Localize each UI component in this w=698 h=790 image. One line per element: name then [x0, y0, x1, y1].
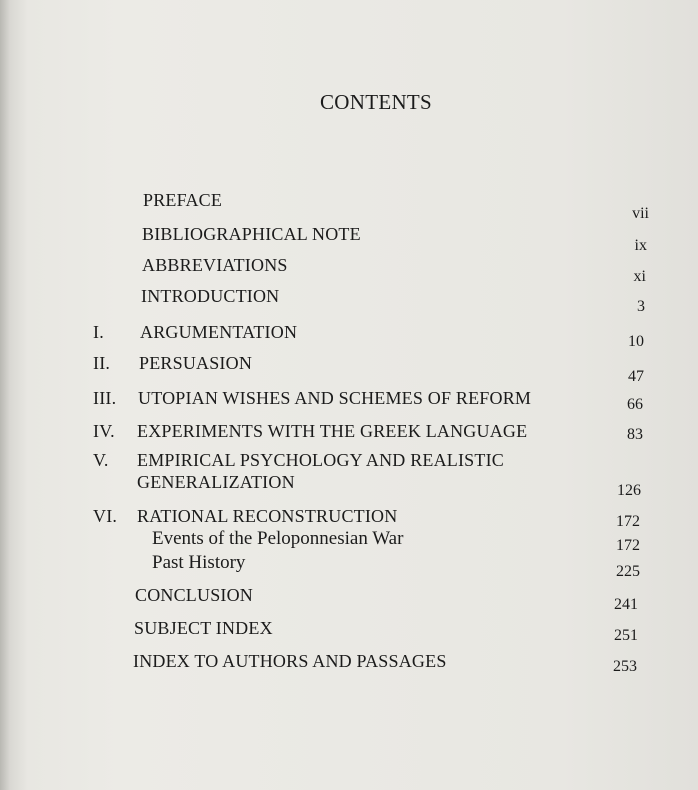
entry-page-number: 66 — [627, 396, 643, 413]
entry-label: ABBREVIATIONS — [142, 255, 288, 275]
entry-page-number: 83 — [627, 426, 643, 443]
entry-label: PERSUASION — [139, 353, 253, 373]
entry-label: INDEX TO AUTHORS AND PASSAGES — [133, 651, 447, 671]
entry-page-number: 10 — [628, 333, 644, 350]
entry-page-number: 172 — [616, 537, 640, 554]
chapter-number: V. — [93, 450, 109, 470]
entry-label: CONCLUSION — [135, 585, 254, 605]
chapter-number: II. — [93, 353, 111, 373]
toc-subentry-past-history — [152, 552, 245, 574]
entry-label: PREFACE — [143, 190, 223, 210]
entry-label: INTRODUCTION — [141, 286, 280, 306]
toc-entry-index-authors-passages — [133, 651, 447, 672]
entry-page-number: 3 — [637, 298, 645, 315]
entry-page-number: 241 — [614, 596, 638, 613]
entry-page-number: vii — [632, 205, 649, 222]
chapter-number: III. — [93, 388, 117, 408]
toc-entry-chapter-5 — [0, 450, 600, 496]
entry-page-number: 225 — [616, 563, 640, 580]
entry-label: EMPIRICAL PSYCHOLOGY AND REALISTIC — [137, 450, 504, 470]
entry-label: UTOPIAN WISHES AND SCHEMES OF REFORM — [138, 388, 532, 408]
toc-entry-conclusion — [135, 585, 253, 606]
entry-page-number: ix — [634, 237, 647, 254]
entry-page-number: 172 — [616, 513, 640, 530]
entry-label: SUBJECT INDEX — [134, 618, 273, 638]
toc-entry-bibliographical-note — [142, 224, 361, 245]
toc-entry-subject-index — [134, 618, 273, 639]
chapter-number: I. — [93, 322, 104, 342]
chapter-number: VI. — [93, 506, 118, 526]
entry-label: BIBLIOGRAPHICAL NOTE — [142, 224, 361, 244]
toc-entry-introduction — [141, 286, 279, 307]
entry-label: ARGUMENTATION — [140, 322, 298, 342]
chapter-number: IV. — [93, 421, 115, 441]
toc-entry-preface — [143, 190, 222, 211]
entry-label: EXPERIMENTS WITH THE GREEK LANGUAGE — [137, 421, 528, 441]
toc-entry-abbreviations — [142, 255, 288, 276]
entry-label: RATIONAL RECONSTRUCTION — [137, 506, 398, 526]
entry-label: Events of the Peloponnesian War — [152, 528, 404, 549]
page-title: CONTENTS — [319, 90, 433, 114]
toc-subentry-peloponnesian-war — [152, 528, 403, 550]
entry-label: Past History — [152, 552, 246, 573]
entry-label-continued: GENERALIZATION — [137, 472, 295, 492]
entry-page-number: 253 — [613, 658, 637, 675]
entry-page-number: 47 — [628, 368, 644, 385]
entry-page-number: xi — [633, 268, 646, 285]
entry-page-number: 251 — [614, 627, 638, 644]
entry-page-number: 126 — [617, 482, 641, 499]
